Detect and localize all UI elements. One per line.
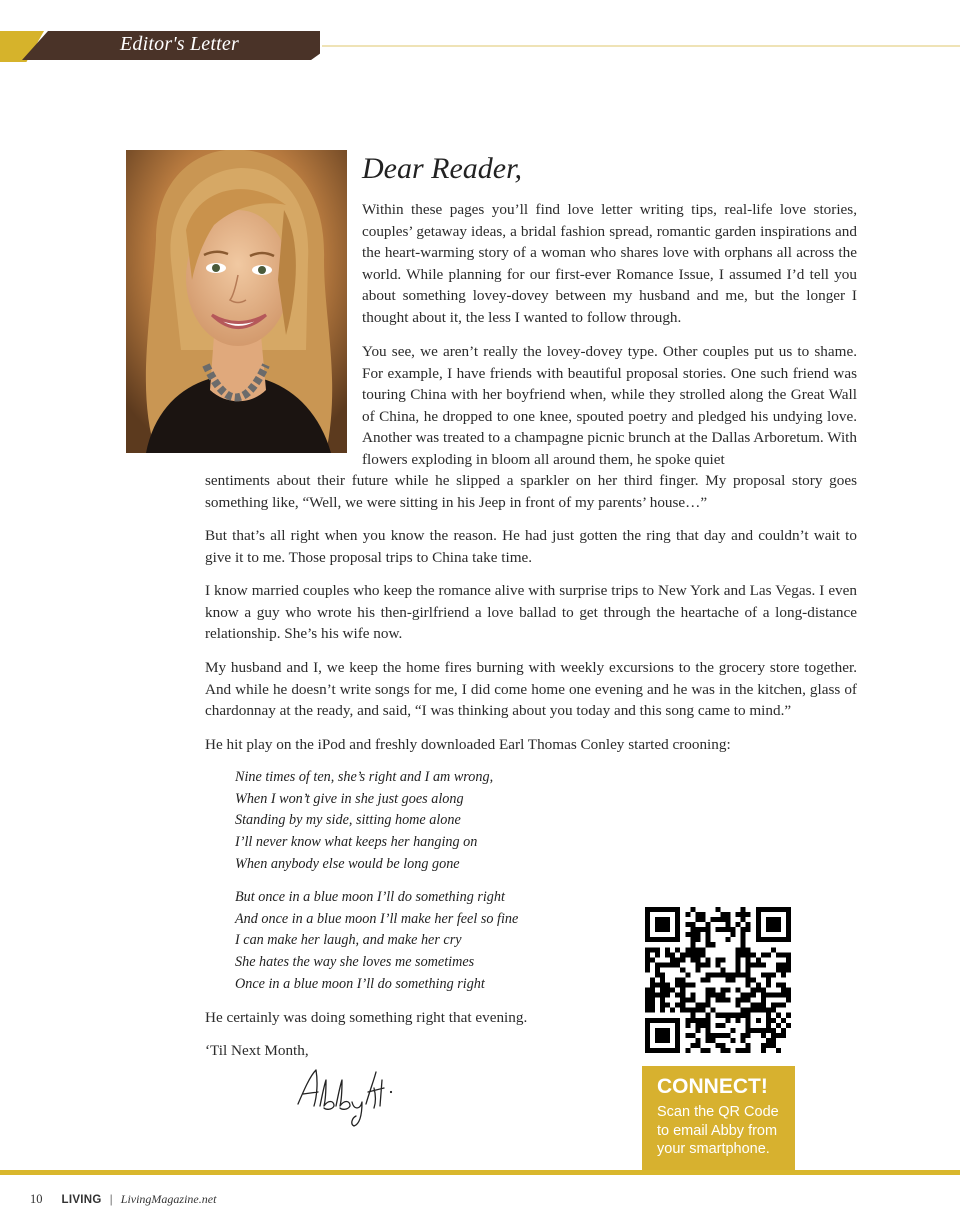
- letter-paragraph: You see, we aren’t really the lovey-dovey type. Other couples put us to shame. For example, I have friends with beautiful proposal stories. One such friend was touring China with her boyfriend when, while they strolled along the Great Wall of China, he dropped to one knee, spouted poetry and pledged his undying love. Another was treated to a champagne picnic brunch at the Dallas Arboretum. With flowers exploding in bloom all around them, he spoke quiet: [362, 343, 857, 468]
- connect-box: [642, 1066, 795, 1170]
- magazine-website: LivingMagazine.net: [120, 1192, 217, 1206]
- page-footer: [30, 1192, 216, 1207]
- connect-title: CONNECT!: [657, 1075, 768, 1098]
- letter-paragraph: He certainly was doing something right that evening.: [205, 1009, 528, 1026]
- verse-line: Standing by my side, sitting home alone: [235, 812, 461, 829]
- connect-instructions: Scan the QR Code to email Abby from your smartphone.: [657, 1104, 779, 1157]
- verse-line: Once in a blue moon I’ll do something right: [235, 975, 485, 992]
- letter-paragraph: But that’s all right when you know the reason. He had just gotten the ring that day and couldn’t wait to give it to me. Those proposal trips to China take time.: [205, 527, 857, 566]
- letter-paragraph: Within these pages you’ll find love letter writing tips, real-life love stories, couples’ getaway ideas, a bridal fashion spread, romantic garden inspirations and the heart-warming story of a woman who shares love with orphans all across the world. While planning for our first-ever Romance Issue, I assumed I’d tell you about something lovey-dovey between my husband and me, but the longer I thought about it, the less I wanted to follow through.: [362, 201, 857, 326]
- footer-rule: [0, 1170, 960, 1175]
- letter-paragraph: He hit play on the iPod and freshly downloaded Earl Thomas Conley started crooning:: [205, 736, 731, 753]
- header-rule: [322, 45, 960, 47]
- page-number: 10: [30, 1192, 43, 1206]
- qr-code[interactable]: [645, 907, 791, 1053]
- letter-paragraph: My husband and I, we keep the home fires burning with weekly excursions to the grocery store together. And while he doesn’t write songs for me, I did come home one evening and he was in the kitchen, glass of chardonnay at the ready, and said, “I was thinking about you today and this song came to mind.”: [205, 659, 857, 720]
- verse-line: Nine times of ten, she’s right and I am wrong,: [235, 769, 494, 785]
- letter-greeting: Dear Reader,: [362, 152, 522, 185]
- editor-photo: [126, 150, 347, 453]
- magazine-brand: LIVING: [61, 1194, 102, 1206]
- verse-line: She hates the way she loves me sometimes: [235, 954, 475, 971]
- verse-line: When anybody else would be long gone: [235, 855, 460, 872]
- handwritten-signature: [290, 1062, 400, 1132]
- verse-line: When I won’t give in she just goes along: [235, 790, 464, 807]
- verse-line: I can make her laugh, and make her cry: [235, 932, 462, 949]
- verse-line: I’ll never know what keeps her hanging on: [235, 834, 478, 851]
- song-verse-2: [235, 887, 518, 996]
- footer-separator: |: [109, 1192, 113, 1206]
- letter-signoff: ‘Til Next Month,: [205, 1042, 309, 1059]
- section-title: Editor's Letter: [120, 33, 239, 55]
- song-verse-1: [235, 767, 493, 876]
- verse-line: But once in a blue moon I’ll do something right: [235, 889, 505, 905]
- letter-paragraph-continued: sentiments about their future while he slipped a sparkler on her third finger. My proposal story goes something like, “Well, we were sitting in his Jeep in front of my parents’ house…”: [205, 472, 857, 511]
- letter-paragraph: I know married couples who keep the romance alive with surprise trips to New York and Las Vegas. I even know a guy who wrote his then-girlfriend a love ballad to get through the heartache of a long-distance relationship. She’s his wife now.: [205, 582, 857, 643]
- verse-line: And once in a blue moon I’ll make her feel so fine: [235, 910, 519, 927]
